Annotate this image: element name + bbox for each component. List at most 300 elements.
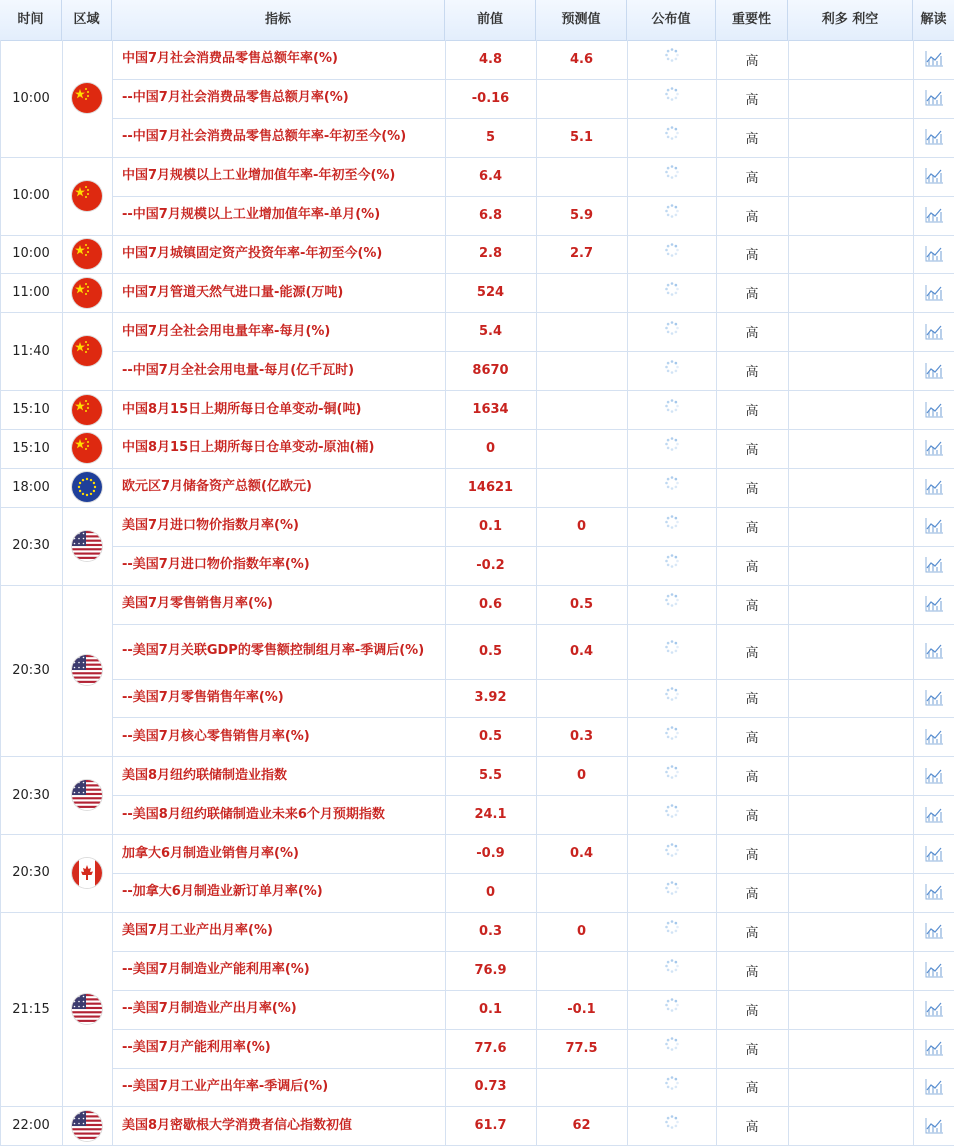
forecast-value: [536, 468, 627, 507]
chart-icon[interactable]: [924, 362, 944, 380]
previous-value: 5: [485, 129, 496, 145]
usa-flag-icon: [72, 655, 102, 685]
time-label: 11:40: [12, 343, 50, 359]
time-label: 10:00: [12, 90, 50, 106]
impact-cell: [788, 679, 913, 718]
previous-value: 0.6: [478, 596, 503, 612]
indicator-name[interactable]: 中国7月管道天然气进口量-能源(万吨): [122, 284, 344, 300]
actual-value-loading: [627, 273, 716, 312]
loading-spinner-icon: [664, 281, 680, 297]
column-divider: [445, 40, 446, 1145]
impact-cell: [788, 507, 913, 546]
impact-cell: [788, 1106, 913, 1145]
previous-value: 0.1: [478, 1001, 503, 1017]
actual-value-loading: [627, 873, 716, 912]
impact-cell: [788, 1068, 913, 1107]
loading-spinner-icon: [664, 997, 680, 1013]
importance-label: 高: [745, 53, 759, 69]
forecast-value: 0: [576, 768, 587, 784]
china-flag-icon: [72, 433, 102, 463]
actual-value-loading: [627, 79, 716, 118]
previous-value: 0.5: [478, 643, 503, 659]
actual-value-loading: [627, 951, 716, 990]
chart-icon[interactable]: [924, 961, 944, 979]
indicator-name[interactable]: --美国7月核心零售销售月率(%): [122, 728, 310, 744]
actual-value-loading: [627, 624, 716, 679]
previous-value: 0.3: [478, 923, 503, 939]
forecast-value: [536, 873, 627, 912]
time-label: 10:00: [12, 246, 50, 262]
forecast-value: [536, 79, 627, 118]
forecast-value: [536, 1068, 627, 1107]
loading-spinner-icon: [664, 203, 680, 219]
impact-cell: [788, 834, 913, 873]
actual-value-loading: [627, 351, 716, 390]
interpret-chart-button[interactable]: [913, 79, 954, 118]
impact-cell: [788, 546, 913, 585]
loading-spinner-icon: [664, 803, 680, 819]
loading-spinner-icon: [664, 553, 680, 569]
forecast-value: 0.3: [569, 729, 594, 745]
importance-label: 高: [745, 248, 759, 264]
impact-cell: [788, 468, 913, 507]
impact-cell: [788, 40, 913, 79]
chart-icon[interactable]: [924, 50, 944, 68]
time-label: 20:30: [12, 865, 50, 881]
col-actual: 公布值: [627, 0, 716, 40]
region-flag: [62, 273, 112, 312]
importance-label: 高: [745, 692, 759, 708]
indicator-name[interactable]: --美国7月工业产出年率-季调后(%): [122, 1078, 329, 1094]
interpret-chart-button[interactable]: [913, 795, 954, 834]
actual-value-loading: [627, 546, 716, 585]
interpret-chart-button[interactable]: [913, 834, 954, 873]
forecast-value: 0.5: [569, 596, 594, 612]
previous-value: 2.8: [478, 246, 503, 262]
importance-label: 高: [745, 925, 759, 941]
actual-value-loading: [627, 40, 716, 79]
importance-label: 高: [745, 131, 759, 147]
importance-label: 高: [745, 170, 759, 186]
column-divider: [913, 40, 914, 1145]
indicator-name[interactable]: --加拿大6月制造业新订单月率(%): [122, 884, 323, 900]
indicator-name[interactable]: 美国8月纽约联储制造业指数: [122, 767, 288, 783]
forecast-value: [536, 390, 627, 429]
indicator-name[interactable]: --中国7月规模以上工业增加值年率-单月(%): [122, 207, 381, 223]
chart-icon[interactable]: [924, 167, 944, 185]
forecast-value: [536, 795, 627, 834]
previous-value: 0.5: [478, 729, 503, 745]
indicator-name[interactable]: --美国7月进口物价指数年率(%): [122, 557, 310, 573]
usa-flag-icon: [72, 1111, 102, 1141]
importance-label: 高: [745, 1120, 759, 1136]
impact-cell: [788, 312, 913, 351]
interpret-chart-button[interactable]: [913, 196, 954, 235]
interpret-chart-button[interactable]: [913, 390, 954, 429]
impact-cell: [788, 585, 913, 624]
indicator-name[interactable]: 中国8月15日上期所每日仓单变动-原油(桶): [122, 440, 375, 456]
importance-label: 高: [745, 1042, 759, 1058]
chart-icon[interactable]: [924, 401, 944, 419]
forecast-value: [536, 157, 627, 196]
interpret-chart-button[interactable]: [913, 1106, 954, 1145]
indicator-name[interactable]: --中国7月社会消费品零售总额年率-年初至今(%): [122, 129, 407, 145]
interpret-chart-button[interactable]: [913, 118, 954, 157]
importance-label: 高: [745, 481, 759, 497]
importance-label: 高: [745, 209, 759, 225]
importance-label: 高: [745, 809, 759, 825]
loading-spinner-icon: [664, 764, 680, 780]
forecast-value: 62: [572, 1118, 591, 1134]
usa-flag-icon: [72, 994, 102, 1024]
previous-value: 1634: [472, 402, 509, 418]
region-flag: [62, 157, 112, 235]
loading-spinner-icon: [664, 592, 680, 608]
forecast-value: 5.9: [569, 207, 594, 223]
indicator-name[interactable]: 美国7月进口物价指数月率(%): [122, 518, 299, 534]
region-flag: [62, 312, 112, 390]
column-divider: [0, 40, 1, 1145]
interpret-chart-button[interactable]: [913, 912, 954, 951]
actual-value-loading: [627, 756, 716, 795]
interpret-chart-button[interactable]: [913, 756, 954, 795]
loading-spinner-icon: [664, 164, 680, 180]
loading-spinner-icon: [664, 958, 680, 974]
interpret-chart-button[interactable]: [913, 624, 954, 679]
eu-flag-icon: [72, 472, 102, 502]
previous-value: -0.2: [476, 557, 505, 573]
chart-icon[interactable]: [924, 1039, 944, 1057]
interpret-chart-button[interactable]: [913, 990, 954, 1029]
loading-spinner-icon: [664, 320, 680, 336]
importance-label: 高: [745, 886, 759, 902]
indicator-name[interactable]: 美国7月工业产出月率(%): [122, 923, 273, 939]
time-label: 11:00: [12, 285, 50, 301]
time-label: 21:15: [12, 1001, 50, 1017]
china-flag-icon: [72, 336, 102, 366]
indicator-name[interactable]: --美国7月关联GDP的零售额控制组月率-季调后(%): [122, 643, 425, 658]
previous-value: -0.9: [476, 846, 505, 862]
interpret-chart-button[interactable]: [913, 157, 954, 196]
loading-spinner-icon: [664, 880, 680, 896]
china-flag-icon: [72, 278, 102, 308]
interpret-chart-button[interactable]: [913, 717, 954, 756]
impact-cell: [788, 351, 913, 390]
interpret-chart-button[interactable]: [913, 1068, 954, 1107]
col-indicator: 指标: [112, 0, 445, 40]
interpret-chart-button[interactable]: [913, 873, 954, 912]
importance-label: 高: [745, 365, 759, 381]
indicator-name[interactable]: 中国7月社会消费品零售总额年率(%): [122, 51, 338, 67]
interpret-chart-button[interactable]: [913, 507, 954, 546]
importance-label: 高: [745, 848, 759, 864]
chart-icon[interactable]: [924, 1000, 944, 1018]
loading-spinner-icon: [664, 47, 680, 63]
time-label: 20:30: [12, 787, 50, 803]
region-flag: [62, 1106, 112, 1145]
forecast-value: 0: [576, 518, 587, 534]
actual-value-loading: [627, 679, 716, 718]
region-flag: [62, 390, 112, 429]
impact-cell: [788, 717, 913, 756]
previous-value: 3.92: [474, 690, 507, 706]
interpret-chart-button[interactable]: [913, 429, 954, 468]
loading-spinner-icon: [664, 475, 680, 491]
actual-value-loading: [627, 157, 716, 196]
actual-value-loading: [627, 429, 716, 468]
importance-label: 高: [745, 404, 759, 420]
chart-icon[interactable]: [924, 439, 944, 457]
forecast-value: [536, 273, 627, 312]
chart-icon[interactable]: [924, 728, 944, 746]
importance-label: 高: [745, 520, 759, 536]
chart-icon[interactable]: [924, 595, 944, 613]
chart-icon[interactable]: [924, 206, 944, 224]
chart-icon[interactable]: [924, 922, 944, 940]
impact-cell: [788, 79, 913, 118]
actual-value-loading: [627, 196, 716, 235]
indicator-name[interactable]: --美国7月制造业产出月率(%): [122, 1001, 297, 1017]
impact-cell: [788, 624, 913, 679]
impact-cell: [788, 873, 913, 912]
impact-cell: [788, 756, 913, 795]
importance-label: 高: [745, 442, 759, 458]
chart-icon[interactable]: [924, 883, 944, 901]
indicator-name[interactable]: --中国7月全社会用电量-每月(亿千瓦时): [122, 362, 355, 378]
indicator-name[interactable]: 美国8月密歇根大学消费者信心指数初值: [122, 1117, 353, 1133]
time-label: 15:10: [12, 440, 50, 456]
previous-value: 0.1: [478, 518, 503, 534]
column-divider: [112, 40, 113, 1145]
actual-value-loading: [627, 390, 716, 429]
region-flag: [62, 507, 112, 585]
loading-spinner-icon: [664, 1075, 680, 1091]
impact-cell: [788, 235, 913, 274]
forecast-value: [536, 679, 627, 718]
loading-spinner-icon: [664, 725, 680, 741]
column-divider: [716, 40, 717, 1145]
importance-label: 高: [745, 559, 759, 575]
chart-icon[interactable]: [924, 845, 944, 863]
importance-label: 高: [745, 731, 759, 747]
indicator-name[interactable]: 美国7月零售销售月率(%): [122, 596, 273, 612]
indicator-name[interactable]: --中国7月社会消费品零售总额月率(%): [122, 90, 349, 106]
previous-value: 76.9: [474, 962, 507, 978]
actual-value-loading: [627, 834, 716, 873]
loading-spinner-icon: [664, 1036, 680, 1052]
actual-value-loading: [627, 990, 716, 1029]
interpret-chart-button[interactable]: [913, 951, 954, 990]
actual-value-loading: [627, 507, 716, 546]
loading-spinner-icon: [664, 436, 680, 452]
chart-icon[interactable]: [924, 767, 944, 785]
forecast-value: [536, 312, 627, 351]
loading-spinner-icon: [664, 686, 680, 702]
chart-icon[interactable]: [924, 478, 944, 496]
column-divider: [62, 40, 63, 1145]
interpret-chart-button[interactable]: [913, 235, 954, 274]
chart-icon[interactable]: [924, 1117, 944, 1135]
impact-cell: [788, 990, 913, 1029]
previous-value: -0.16: [471, 90, 510, 106]
loading-spinner-icon: [664, 1114, 680, 1130]
forecast-value: [536, 351, 627, 390]
interpret-chart-button[interactable]: [913, 1029, 954, 1068]
actual-value-loading: [627, 585, 716, 624]
interpret-chart-button[interactable]: [913, 546, 954, 585]
actual-value-loading: [627, 118, 716, 157]
impact-cell: [788, 157, 913, 196]
column-divider: [788, 40, 789, 1145]
chart-icon[interactable]: [924, 517, 944, 535]
region-flag: [62, 585, 112, 757]
indicator-name[interactable]: 中国8月15日上期所每日仓单变动-铜(吨): [122, 401, 362, 417]
importance-label: 高: [745, 92, 759, 108]
actual-value-loading: [627, 1029, 716, 1068]
chart-icon[interactable]: [924, 556, 944, 574]
importance-label: 高: [745, 598, 759, 614]
impact-cell: [788, 912, 913, 951]
chart-icon[interactable]: [924, 323, 944, 341]
previous-value: 0: [485, 440, 496, 456]
chart-icon[interactable]: [924, 128, 944, 146]
time-label: 18:00: [12, 479, 50, 495]
indicator-name[interactable]: --美国8月纽约联储制造业未来6个月预期指数: [122, 806, 385, 822]
chart-icon[interactable]: [924, 642, 944, 660]
interpret-chart-button[interactable]: [913, 351, 954, 390]
previous-value: 524: [476, 285, 505, 301]
impact-cell: [788, 390, 913, 429]
indicator-name[interactable]: 中国7月城镇固定资产投资年率-年初至今(%): [122, 245, 383, 261]
importance-label: 高: [745, 770, 759, 786]
impact-cell: [788, 1029, 913, 1068]
forecast-value: -0.1: [567, 1001, 596, 1017]
chart-icon[interactable]: [924, 284, 944, 302]
forecast-value: [536, 951, 627, 990]
interpret-chart-button[interactable]: [913, 679, 954, 718]
actual-value-loading: [627, 235, 716, 274]
forecast-value: 0.4: [569, 846, 594, 862]
forecast-value: 4.6: [569, 51, 594, 67]
time-label: 15:10: [12, 402, 50, 418]
col-importance: 重要性: [716, 0, 788, 40]
china-flag-icon: [72, 395, 102, 425]
actual-value-loading: [627, 717, 716, 756]
indicator-name[interactable]: 中国7月规模以上工业增加值年率-年初至今(%): [122, 168, 396, 184]
forecast-value: 5.1: [569, 129, 594, 145]
interpret-chart-button[interactable]: [913, 312, 954, 351]
actual-value-loading: [627, 312, 716, 351]
loading-spinner-icon: [664, 919, 680, 935]
usa-flag-icon: [72, 780, 102, 810]
chart-icon[interactable]: [924, 245, 944, 263]
forecast-value: [536, 546, 627, 585]
loading-spinner-icon: [664, 125, 680, 141]
previous-value: 0: [485, 884, 496, 900]
interpret-chart-button[interactable]: [913, 585, 954, 624]
previous-value: 24.1: [474, 807, 507, 823]
importance-label: 高: [745, 287, 759, 303]
chart-icon[interactable]: [924, 806, 944, 824]
forecast-value: 0.4: [569, 643, 594, 659]
impact-cell: [788, 951, 913, 990]
impact-cell: [788, 196, 913, 235]
region-flag: [62, 834, 112, 912]
chart-icon[interactable]: [924, 1078, 944, 1096]
previous-value: 14621: [467, 479, 514, 495]
china-flag-icon: [72, 83, 102, 113]
indicator-name[interactable]: 加拿大6月制造业销售月率(%): [122, 845, 299, 861]
chart-icon[interactable]: [924, 89, 944, 107]
time-label: 22:00: [12, 1118, 50, 1134]
col-prev: 前值: [445, 0, 536, 40]
forecast-value: [536, 429, 627, 468]
indicator-name[interactable]: 中国7月全社会用电量年率-每月(%): [122, 323, 331, 339]
previous-value: 0.73: [474, 1079, 507, 1095]
impact-cell: [788, 795, 913, 834]
loading-spinner-icon: [664, 639, 680, 655]
previous-value: 61.7: [474, 1118, 507, 1134]
importance-label: 高: [745, 326, 759, 342]
previous-value: 77.6: [474, 1040, 507, 1056]
canada-flag-icon: [72, 858, 102, 888]
previous-value: 8670: [472, 363, 509, 379]
loading-spinner-icon: [664, 86, 680, 102]
usa-flag-icon: [72, 531, 102, 561]
chart-icon[interactable]: [924, 689, 944, 707]
loading-spinner-icon: [664, 514, 680, 530]
forecast-value: 0: [576, 923, 587, 939]
indicator-name[interactable]: --美国7月产能利用率(%): [122, 1040, 271, 1056]
time-label: 20:30: [12, 538, 50, 554]
impact-cell: [788, 273, 913, 312]
col-impact: 利多 利空: [788, 0, 913, 40]
impact-cell: [788, 429, 913, 468]
loading-spinner-icon: [664, 359, 680, 375]
region-flag: [62, 235, 112, 274]
previous-value: 5.4: [478, 324, 503, 340]
interpret-chart-button[interactable]: [913, 273, 954, 312]
indicator-name[interactable]: --美国7月零售销售年率(%): [122, 689, 284, 705]
interpret-chart-button[interactable]: [913, 40, 954, 79]
time-label: 20:30: [12, 662, 50, 678]
region-flag: [62, 912, 112, 1107]
indicator-name[interactable]: 欧元区7月储备资产总额(亿欧元): [122, 479, 312, 495]
col-region: 区域: [62, 0, 112, 40]
loading-spinner-icon: [664, 842, 680, 858]
actual-value-loading: [627, 1068, 716, 1107]
previous-value: 5.5: [478, 768, 503, 784]
importance-label: 高: [745, 1003, 759, 1019]
loading-spinner-icon: [664, 242, 680, 258]
region-flag: [62, 40, 112, 157]
importance-label: 高: [745, 645, 759, 661]
col-interpret: 解读: [920, 12, 947, 27]
time-label: 10:00: [12, 188, 50, 204]
previous-value: 6.8: [478, 207, 503, 223]
actual-value-loading: [627, 795, 716, 834]
previous-value: 6.4: [478, 168, 503, 184]
indicator-name[interactable]: --美国7月制造业产能利用率(%): [122, 962, 310, 978]
col-forecast: 预测值: [536, 0, 627, 40]
interpret-chart-button[interactable]: [913, 468, 954, 507]
forecast-value: 2.7: [569, 246, 594, 262]
region-flag: [62, 429, 112, 468]
column-divider: [627, 40, 628, 1145]
actual-value-loading: [627, 468, 716, 507]
table-header: [0, 0, 954, 41]
importance-label: 高: [745, 964, 759, 980]
